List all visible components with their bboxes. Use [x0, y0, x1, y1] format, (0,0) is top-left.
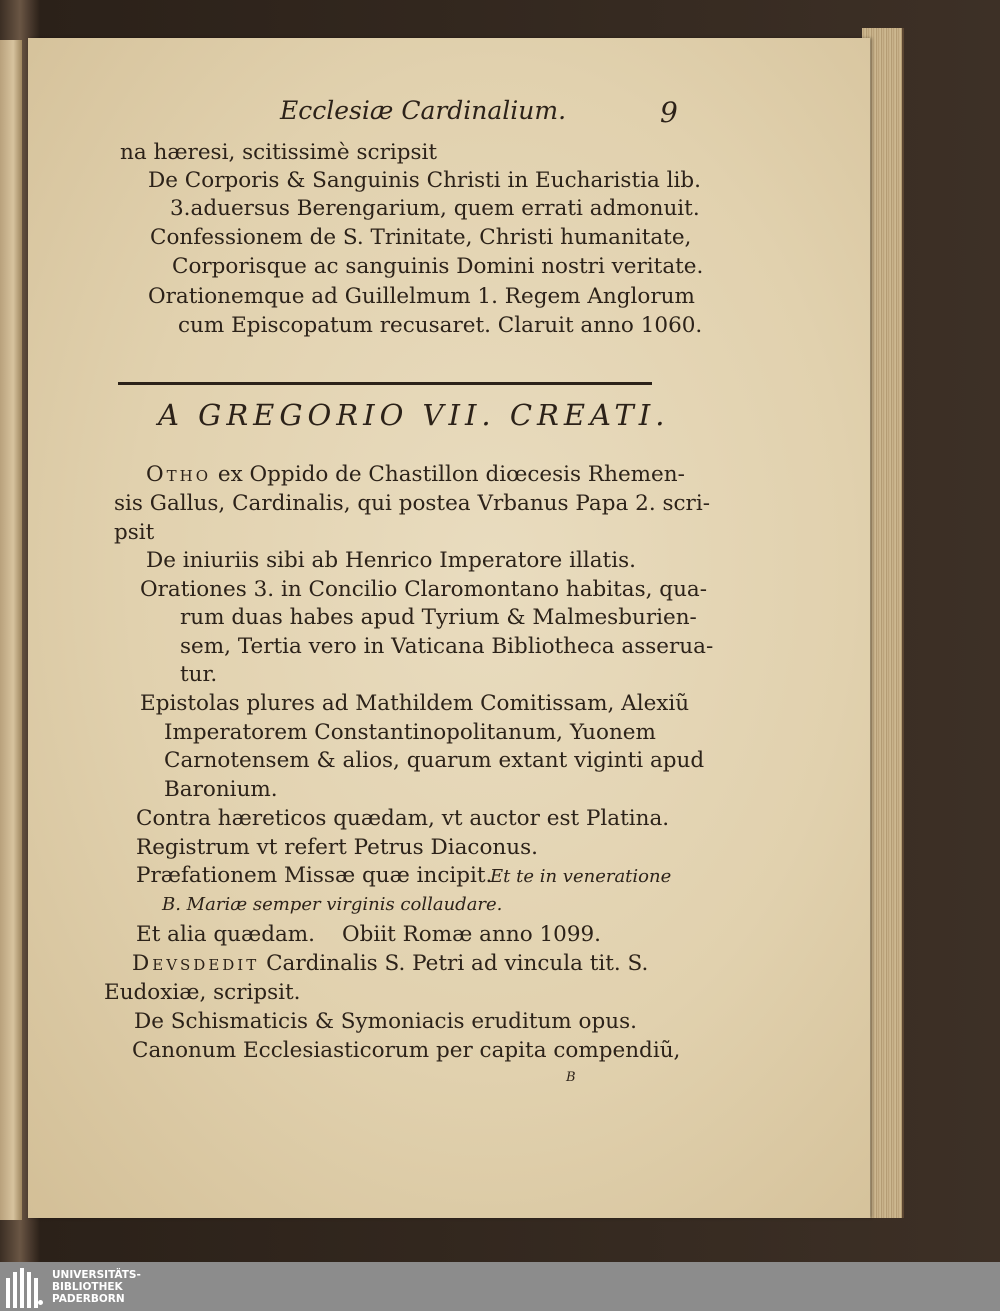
text-line: Obiit Romæ anno 1099.	[342, 922, 602, 947]
text-line: Baronium.	[164, 777, 278, 802]
library-name-line: BIBLIOTHEK	[52, 1281, 123, 1293]
text-line: na hæresi, scitissimè scripsit	[120, 140, 438, 165]
text-line: psit	[114, 520, 155, 545]
signature-mark: B	[566, 1070, 576, 1085]
section-rule	[118, 382, 652, 385]
text-line: cum Episcopatum recusaret. Claruit anno 1060.	[178, 313, 703, 338]
text-line: Confessionem de S. Trinitate, Christi humanitate,	[150, 225, 692, 250]
running-header: Ecclesiæ Cardinalium.	[280, 96, 567, 125]
incipit-italic: B. Mariæ semper virginis collaudare.	[162, 894, 503, 915]
text-line: ex Oppido de Chastillon diœcesis Rhemen-	[217, 462, 685, 487]
text-line: Et alia quædam.	[136, 922, 316, 947]
library-footer	[0, 1262, 1000, 1311]
text-line: Canonum Ecclesiasticorum per capita compendiũ,	[132, 1038, 681, 1063]
name-otho: Otho	[146, 462, 212, 487]
text-line: De Corporis & Sanguinis Christi in Eucharistia lib.	[148, 168, 701, 193]
text-line: Carnotensem & alios, quarum extant viginti apud	[164, 748, 705, 773]
left-page-edge	[0, 40, 22, 1220]
text-line: Orationemque ad Guillelmum 1. Regem Anglorum	[148, 284, 695, 309]
text-line: Cardinalis S. Petri ad vincula tit. S.	[266, 951, 649, 976]
library-name	[52, 1269, 141, 1305]
incipit-italic: Et te in veneratione	[490, 866, 672, 887]
deusdedit-first-line	[132, 951, 648, 976]
logo-dot-icon	[38, 1300, 43, 1305]
otho-first-line	[146, 462, 685, 487]
text-line: De Schismaticis & Symoniacis eruditum opus.	[134, 1009, 637, 1034]
text-line: Eudoxiæ, scripsit.	[104, 980, 301, 1005]
text-line: 3.aduersus Berengarium, quem errati admonuit.	[170, 196, 700, 221]
library-name-line: UNIVERSITÄTS-	[52, 1269, 141, 1281]
library-name-line: PADERBORN	[52, 1293, 125, 1305]
text-line: Epistolas plures ad Mathildem Comitissam, Alexiũ	[140, 691, 690, 716]
text-line: De iniuriis sibi ab Henrico Imperatore illatis.	[146, 548, 636, 573]
section-title: A GREGORIO VII. CREATI.	[158, 398, 670, 432]
text-line: Contra hæreticos quædam, vt auctor est Platina.	[136, 806, 670, 831]
text-line: sis Gallus, Cardinalis, qui postea Vrbanus Papa 2. scri-	[114, 491, 710, 516]
text-line: Registrum vt refert Petrus Diaconus.	[136, 835, 538, 860]
text-line: Imperatorem Constantinopolitanum, Yuonem	[164, 720, 656, 745]
text-line: Orationes 3. in Concilio Claromontano habitas, qua-	[140, 577, 707, 602]
text-line: Corporisque ac sanguinis Domini nostri veritate.	[172, 254, 704, 279]
text-line: rum duas habes apud Tyrium & Malmesburien-	[180, 605, 697, 630]
text-line: tur.	[180, 662, 218, 687]
name-deusdedit: Devsdedit	[132, 951, 260, 976]
page-number: 9	[660, 96, 678, 129]
text-line: Præfationem Missæ quæ incipit.	[136, 863, 493, 888]
text-line: sem, Tertia vero in Vaticana Bibliotheca asserua-	[180, 634, 714, 659]
